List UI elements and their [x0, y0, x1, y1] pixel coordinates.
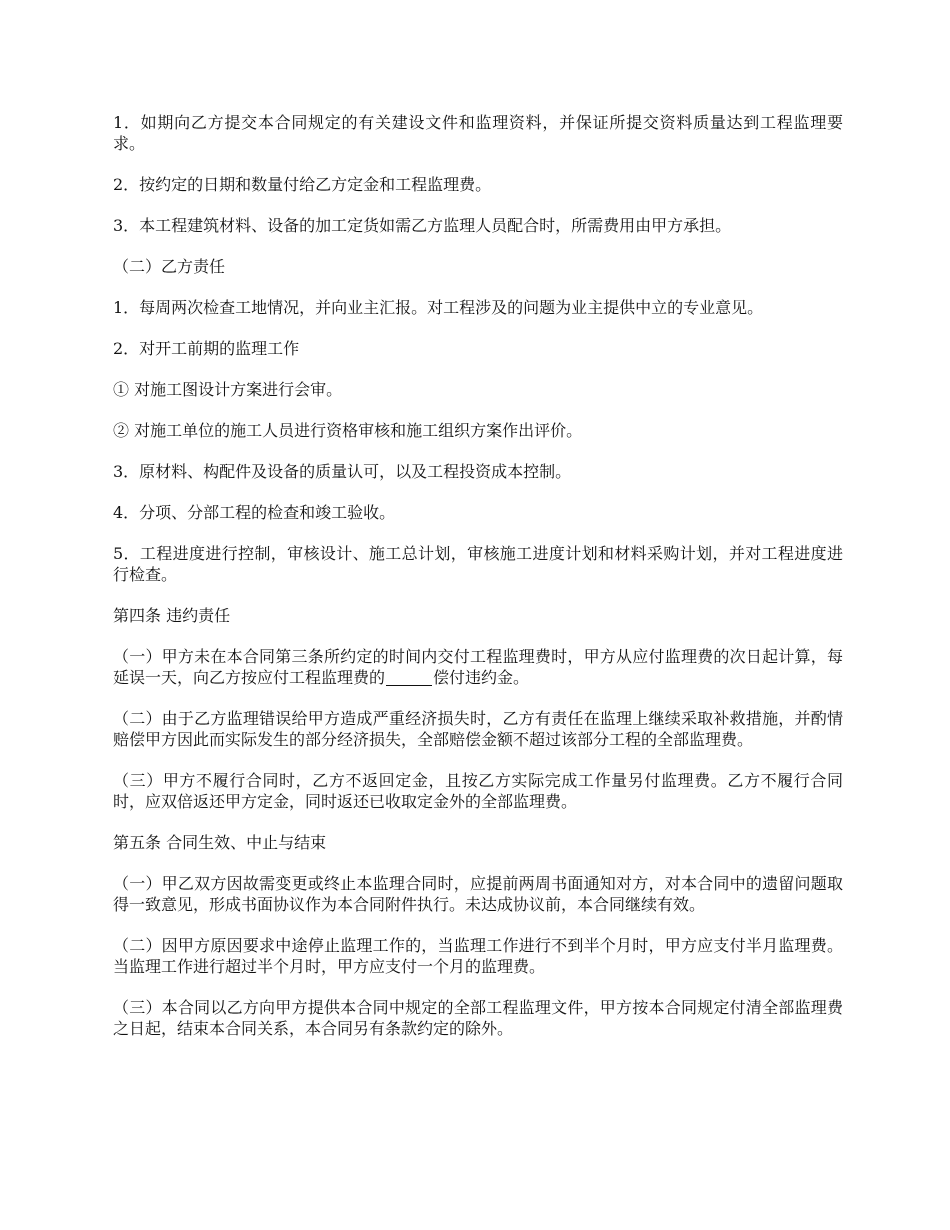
clause-paragraph: 4．分项、分部工程的检查和竣工验收。: [113, 503, 396, 522]
clause-paragraph: 5．工程进度进行控制，审核设计、施工总计划，审核施工进度计划和材料采购计划，并对工程进度进行检查。: [113, 544, 843, 584]
article-heading: 第四条 违约责任: [113, 606, 231, 625]
clause-paragraph: （三）本合同以乙方向甲方提供本合同中规定的全部工程监理文件，甲方按本合同规定付清全部监理费之日起，结束本合同关系，本合同另有条款约定的除外。: [113, 998, 843, 1038]
clause-paragraph: （一）甲乙双方因故需变更或终止本监理合同时，应提前两周书面通知对方，对本合同中的遗留问题取得一致意见，形成书面协议作为本合同附件执行。未达成协议前，本合同继续有效。: [113, 874, 843, 914]
clause-paragraph: 2．按约定的日期和数量付给乙方定金和工程监理费。: [113, 175, 492, 194]
clause-paragraph: （二）因甲方原因要求中途停止监理工作的，当监理工作进行不到半个月时，甲方应支付半月监理费。当监理工作进行超过半个月时，甲方应支付一个月的监理费。: [113, 936, 843, 976]
clause-text-before-blank: （一）甲方未在本合同第三条所约定的时间内交付工程监理费时，甲方从应付监理费的次日起计算，每延误一天，向乙方按应付工程监理费的: [113, 647, 843, 687]
sub-clause-paragraph: ① 对施工图设计方案进行会审。: [113, 380, 343, 399]
sub-clause-paragraph: ② 对施工单位的施工人员进行资格审核和施工组织方案作出评价。: [113, 421, 583, 440]
clause-paragraph: （二）由于乙方监理错误给甲方造成严重经济损失时，乙方有责任在监理上继续采取补救措施，并酌情赔偿甲方因此而实际发生的部分经济损失，全部赔偿金额不超过该部分工程的全部监理费。: [113, 709, 843, 749]
article-heading: 第五条 合同生效、中止与结束: [113, 833, 327, 852]
clause-paragraph: （三）甲方不履行合同时，乙方不返回定金，且按乙方实际完成工作量另付监理费。乙方不履行合同时，应双倍返还甲方定金，同时返还已收取定金外的全部监理费。: [113, 771, 843, 811]
fill-in-blank: [386, 669, 432, 686]
clause-paragraph-with-blank: [113, 646, 843, 688]
document-page: [113, 112, 843, 1039]
clause-paragraph: 3．本工程建筑材料、设备的加工定货如需乙方监理人员配合时，所需费用由甲方承担。: [113, 216, 732, 235]
clause-paragraph: 1．每周两次检查工地情况，并向业主汇报。对工程涉及的问题为业主提供中立的专业意见。: [113, 298, 764, 317]
section-heading: （二）乙方责任: [113, 257, 226, 276]
clause-paragraph: 1．如期向乙方提交本合同规定的有关建设文件和监理资料，并保证所提交资料质量达到工程监理要求。: [113, 113, 843, 153]
clause-paragraph: 3．原材料、构配件及设备的质量认可，以及工程投资成本控制。: [113, 462, 572, 481]
clause-paragraph: 2．对开工前期的监理工作: [113, 339, 300, 358]
clause-text-after-blank: 偿付违约金。: [433, 668, 530, 687]
